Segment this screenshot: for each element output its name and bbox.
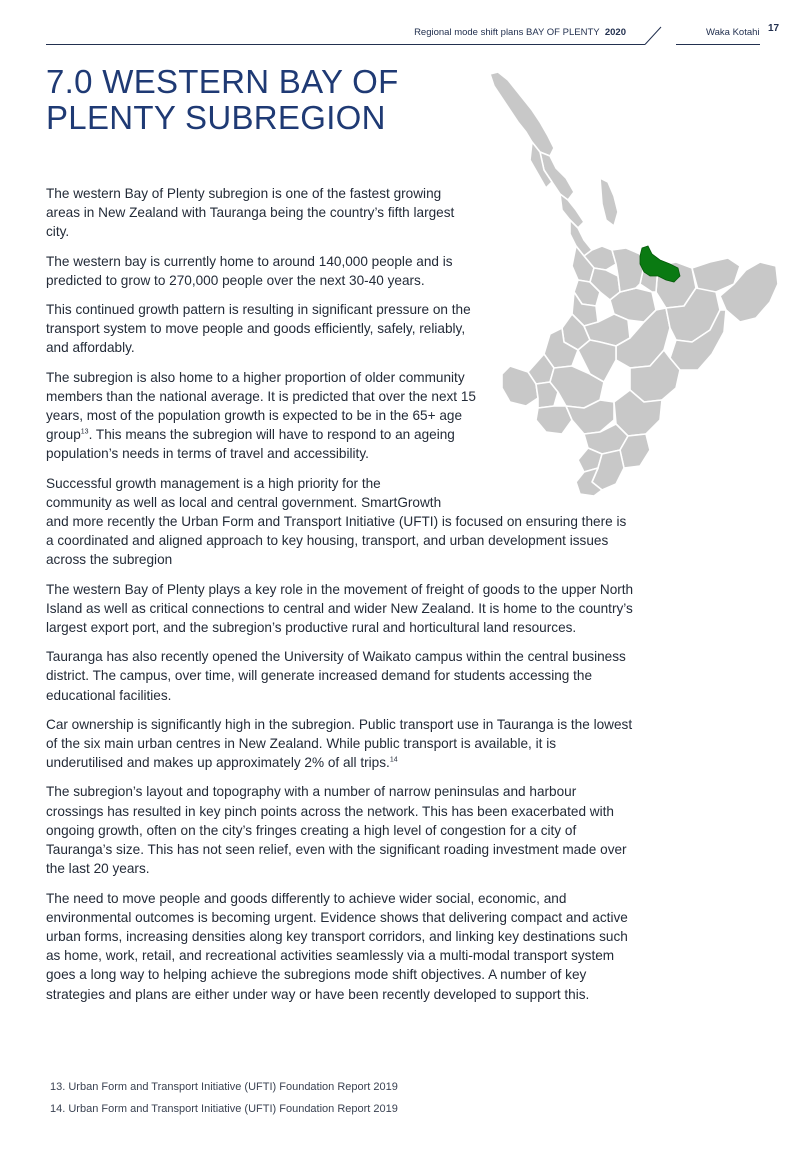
body-text bbox=[46, 184, 636, 1014]
paragraph-6: The western Bay of Plenty plays a key role in the movement of freight of goods to the upper North Island as well as critical connections to central and wider New Zealand. It is home to the country’s largest export port, and the subregion’s productive rural and horticultural land resources. bbox=[46, 581, 634, 636]
paragraph-8: Car ownership is significantly high in the subregion. Public transport use in Tauranga is the lowest of the six main urban centres in New Zealand. While public transport is available, it is underutilised and makes up approximately 2% of all trips.$^{14}$ bbox=[46, 716, 633, 771]
document-title: Regional mode shift plans BAY OF PLENTY 2020 bbox=[414, 27, 626, 38]
header-rule bbox=[0, 0, 806, 50]
footnote-14: 14. Urban Form and Transport Initiative (UFTI) Foundation Report 2019 bbox=[50, 1103, 398, 1115]
footnote-ref-14: 14 bbox=[389, 756, 398, 764]
page-number: 17 bbox=[768, 23, 780, 34]
footnote-ref-13: 13 bbox=[80, 428, 89, 436]
page-title-line-2: PLENTY SUBREGION bbox=[46, 99, 386, 136]
footnote-13: 13. Urban Form and Transport Initiative (UFTI) Foundation Report 2019 bbox=[50, 1081, 398, 1093]
paragraph-4: The subregion is also home to a higher proportion of older community members than the national average. It is predicted that over the next 15 years, most of the population growth is expected to be in the 65+ age group$^{13}$. This means the subregion will have to respond to an ageing population’s needs in terms of travel and accessibility. bbox=[46, 369, 476, 462]
paragraph-10: The need to move people and goods differently to achieve wider social, economic, and environmental outcomes is becoming urgent. Evidence shows that delivering compact and active urban forms, increasing densities along key transport corridors, and linking key destinations such as home, work, retail, and recreational activities seamlessly via a multi-modal transport system goes a long way to helping achieve the subregions mode shift objectives. A number of key strategies and plans are either under way or have been recently developed to support this. bbox=[46, 890, 628, 1002]
page-header bbox=[0, 0, 806, 50]
paragraph-7: Tauranga has also recently opened the University of Waikato campus within the central business district. The campus, over time, will generate increased demand for students accessing the educational facilities. bbox=[46, 649, 626, 703]
organisation-name: Waka Kotahi bbox=[706, 27, 760, 38]
footnotes bbox=[50, 1079, 550, 1123]
paragraph-2: The western bay is currently home to around 140,000 people and is predicted to grow to 270,000 people over the next 30-40 years. bbox=[46, 253, 453, 288]
paragraph-5: Successful growth management is a high priority for the community as well as local and central government. SmartGrowth and more recently the Urban Form and Transport Initiative (UFTI) is focused on ensuring there is a coordinated and aligned approach to key housing, transport, and urban development issues across the subregion bbox=[46, 475, 627, 568]
page-title-line-1: 7.0 WESTERN BAY OF bbox=[46, 63, 399, 100]
map-region-far-north bbox=[490, 72, 554, 156]
paragraph-1: The western Bay of Plenty subregion is one of the fastest growing areas in New Zealand with Tauranga being the country’s fifth largest city. bbox=[46, 186, 455, 240]
document-year: 2020 bbox=[604, 27, 626, 38]
page-title bbox=[46, 64, 476, 136]
paragraph-9: The subregion’s layout and topography with a number of narrow peninsulas and harbour crossings has resulted in key pinch points across the network. This has been exacerbated with ongoing growth, often on the city’s fringes creating a high level of congestion for a city of Tauranga’s size. This has not seen relief, even with the significant roading investment made over the last 20 years. bbox=[46, 784, 627, 877]
paragraph-3: This continued growth pattern is resulting in significant pressure on the transport system to move people and goods efficiently, safely, reliably, and affordably. bbox=[46, 302, 471, 356]
